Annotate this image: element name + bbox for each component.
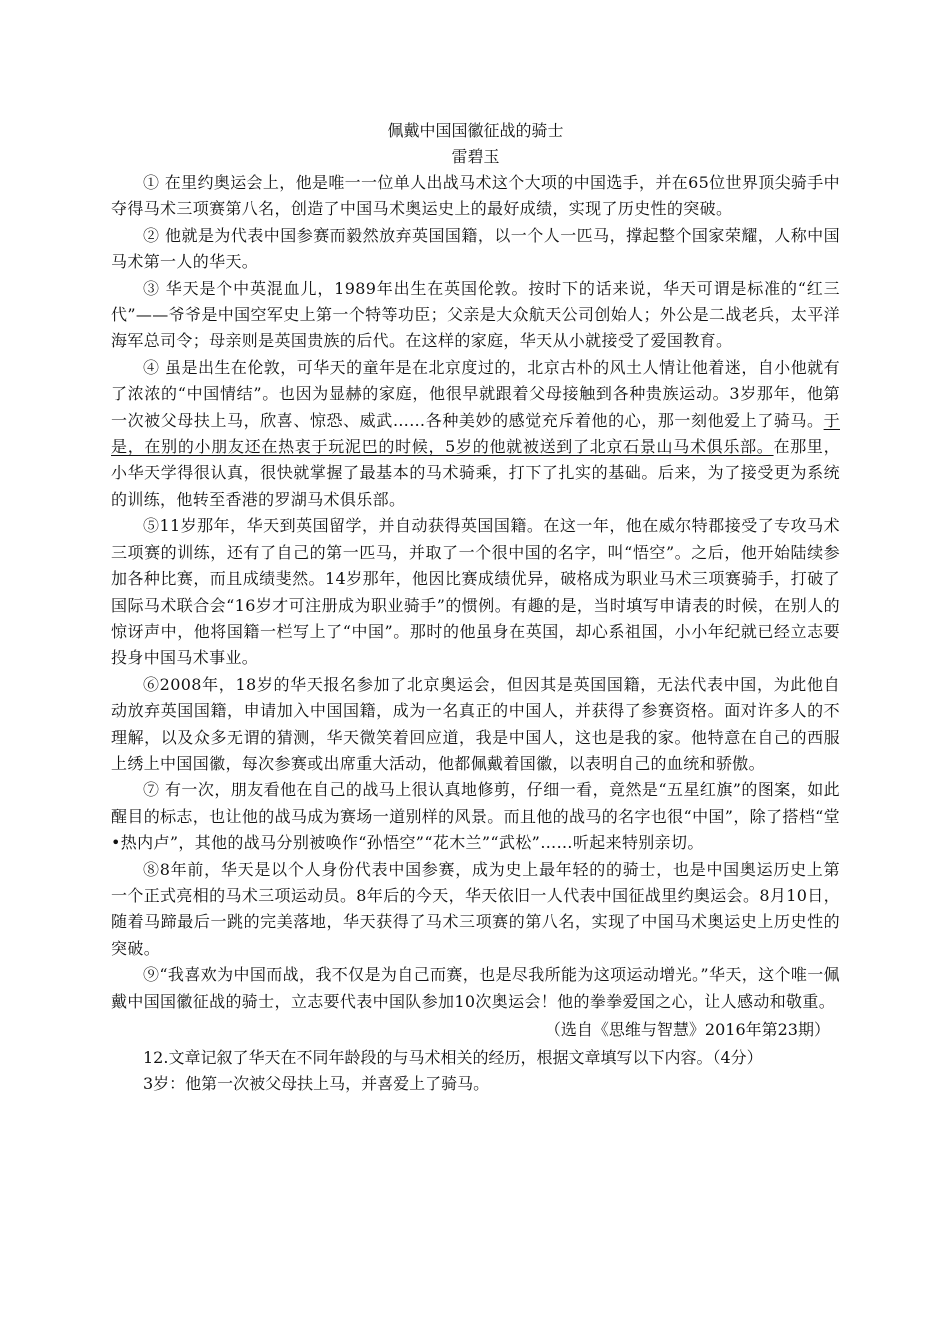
paragraph-3: ③ 华天是个中英混血儿，1989年出生在英国伦敦。按时下的话来说，华天可谓是标准的“红三代”——爷爷是中国空军史上第一个特等功臣；父亲是大众航天公司创始人；外公是二战老兵，太平洋海军总司令；母亲则是英国贵族的后代。在这样的家庭，华天从小就接受了爱国教育。 bbox=[111, 278, 840, 351]
article-author: 雷碧玉 bbox=[451, 147, 500, 166]
paragraph-8: ⑧8年前，华天是以个人身份代表中国参赛，成为史上最年轻的的骑士，也是中国奥运历史上第一个正式亮相的马术三项运动员。8年后的今天，华天依旧一人代表中国征战里约奥运会。8月10日，随着马蹄最后一跳的完美落地，华天获得了马术三项赛的第八名，实现了中国马术奥运史上历史性的突破。 bbox=[111, 859, 840, 958]
article-source: （选自《思维与智慧》2016年第23期） bbox=[544, 1020, 830, 1039]
document-page bbox=[111, 118, 840, 1097]
paragraph-5: ⑤11岁那年，华天到英国留学，并自动获得英国国籍。在这一年，他在威尔特郡接受了专攻马术三项赛的训练，还有了自己的第一匹马，并取了一个很中国的名字，叫“悟空”。之后，他开始陆续参加各种比赛，而且成绩斐然。14岁那年，他因比赛成绩优异，破格成为职业马术三项赛骑手，打破了国际马术联合会“16岁才可注册成为职业骑手”的惯例。有趣的是，当时填写申请表的时候，在别人的惊讶声中，他将国籍一栏写上了“中国”。那时的他虽身在英国，却心系祖国，小小年纪就已经立志要投身中国马术事业。 bbox=[111, 516, 840, 668]
underlined-sentence: 于是，在别的小朋友还在热衷于玩泥巴的时候，5岁的他就被送到了北京石景山马术俱乐部。 bbox=[111, 410, 840, 457]
paragraph-9: ⑨“我喜欢为中国而战，我不仅是为自己而赛，也是尽我所能为这项运动增光。”华天，这个唯一佩戴中国国徽征战的骑士，立志要代表中国队参加10次奥运会！他的拳拳爱国之心，让人感动和敬重。 bbox=[111, 965, 840, 1011]
paragraph-2: ② 他就是为代表中国参赛而毅然放弃英国国籍，以一个人一匹马，撑起整个国家荣耀，人称中国马术第一人的华天。 bbox=[111, 225, 840, 272]
paragraph-4-start: ④ 虽是出生在伦敦，可华天的童年是在北京度过的，北京古朴的风土人情让他着迷，自小他就有了浓浓的“中国情结”。也因为显赫的家庭，他很早就跟着父母接触到各种贵族运动。3岁那年，他第一次被父母扶上马，欣喜、惊恐、威武……各种美妙的感觉充斥着他的心，那一刻他爱上了骑马。 bbox=[111, 357, 840, 430]
question-12: 12.文章记叙了华天在不同年龄段的与马术相关的经历，根据文章填写以下内容。（4分） bbox=[143, 1048, 763, 1067]
paragraph-4-end: 在那里，小华天学得很认真，很快就掌握了最基本的马术骑乘，打下了扎实的基础。后来，为了接受更为系统的训练，他转至香港的罗湖马术俱乐部。 bbox=[111, 437, 840, 509]
paragraph-4 bbox=[111, 355, 840, 513]
paragraph-1: ① 在里约奥运会上，他是唯一一位单人出战马术这个大项的中国选手，并在65位世界顶尖骑手中夺得马术三项赛第八名，创造了中国马术奥运史上的最好成绩，实现了历史性的突破。 bbox=[111, 173, 840, 219]
paragraph-6: ⑥2008年，18岁的华天报名参加了北京奥运会，但因其是英国国籍，无法代表中国，为此他自动放弃英国国籍，申请加入中国国籍，成为一名真正的中国人，并获得了参赛资格。面对许多人的不理解，以及众多无谓的猜测，华天微笑着回应道，我是中国人，这也是我的家。他特意在自己的西服上绣上中国国徽，每次参赛或出席重大活动，他都佩戴着国徽，以表明自己的血统和骄傲。 bbox=[111, 674, 840, 773]
article-title: 佩戴中国国徽征战的骑士 bbox=[387, 121, 564, 140]
paragraph-7: ⑦ 有一次，朋友看他在自己的战马上很认真地修剪，仔细一看，竟然是“五星红旗”的图案，如此醒目的标志，也让他的战马成为赛场一道别样的风景。而且他的战马的名字也很“中国”，除了搭档“堂•热内卢”，其他的战马分别被唤作“孙悟空”“花木兰”“武松”……听起来特别亲切。 bbox=[111, 780, 840, 853]
question-12-answer-line: 3岁：他第一次被父母扶上马，并喜爱上了骑马。 bbox=[143, 1074, 490, 1093]
